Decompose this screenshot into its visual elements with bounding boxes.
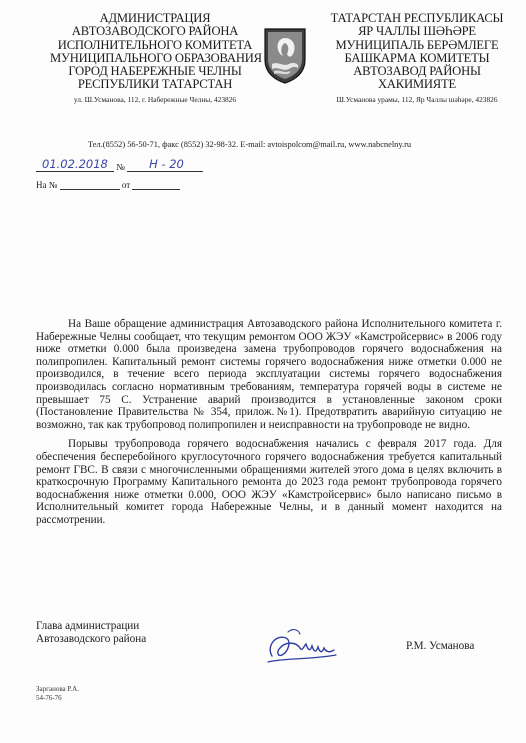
date-field bbox=[36, 157, 114, 172]
header-left bbox=[50, 12, 260, 105]
header-left-address: ул. Ш.Усманова, 112, г. Набережные Челны, 423826 bbox=[73, 94, 237, 104]
letter-body bbox=[36, 318, 502, 534]
handwritten-date: 01.02.2018 bbox=[42, 157, 108, 171]
reference-date-field bbox=[132, 178, 180, 190]
header-right-line: МУНИЦИПАЛЬ БЕРӘМЛЕГЕ bbox=[335, 37, 499, 52]
handwritten-signature bbox=[262, 622, 342, 674]
header-left-line: ИСПОЛНИТЕЛЬНОГО КОМИТЕТА bbox=[57, 37, 253, 52]
reference-label: На № bbox=[36, 180, 58, 190]
number-label: № bbox=[116, 162, 125, 172]
body-paragraph: Порывы трубопровода горячего водоснабжения начались с февраля 2017 года. Для обеспечения бесперебойного круглосуточного горячего водоснабжения требуется капитальный ремонт ГВС. В связи с многочисленными обращениями жителей этого дома в целях включить в краткосрочную Программу Капитального ремонта до 2023 года ремонт трубопровода горячего водоснабжения ниже отметки 0.000, ООО ЖЭУ «Камстройсервис» было написано письмо в Исполнительный комитет города Набережные Челны, и в данный момент находится на рассмотрении. bbox=[36, 438, 502, 526]
executor-name: Зарганова Р.А. bbox=[36, 685, 79, 693]
signatory-title-line: Автозаводского района bbox=[36, 633, 147, 646]
reference-line bbox=[36, 178, 180, 190]
header-left-line: АДМИНИСТРАЦИЯ bbox=[99, 11, 211, 25]
header-left-line: МУНИЦИПАЛЬНОГО ОБРАЗОВАНИЯ bbox=[50, 50, 262, 65]
registration-line bbox=[36, 157, 203, 172]
signatory-name: Р.М. Усманова bbox=[406, 640, 475, 652]
reference-number-field bbox=[60, 178, 120, 190]
executor-phone: 54-76-76 bbox=[36, 694, 62, 702]
header-right-line: ХАКИМИЯТЕ bbox=[378, 77, 456, 92]
header-right-line: БАШКАРМА КОМИТЕТЫ bbox=[344, 50, 490, 65]
header-left-line: РЕСПУБЛИКИ ТАТАРСТАН bbox=[77, 77, 233, 92]
number-field bbox=[127, 157, 203, 172]
header-right-line: ТАТАРСТАН РЕСПУБЛИКАСЫ bbox=[330, 11, 504, 25]
handwritten-number: Н - 20 bbox=[149, 157, 184, 171]
executor-info bbox=[36, 685, 79, 703]
signatory-title bbox=[36, 620, 146, 647]
header-left-line: ГОРОД НАБЕРЕЖНЫЕ ЧЕЛНЫ bbox=[68, 64, 242, 79]
contact-line: Тел.(8552) 56-50-71, факс (8552) 32-98-32. E-mail: avtoispolcom@mail.ru, www.nabcnelny.ru bbox=[88, 140, 412, 149]
signatory-title-line: Глава администрации bbox=[36, 620, 140, 632]
header-right-line: ЯР ЧАЛЛЫ ШӘҺӘРЕ bbox=[358, 24, 476, 39]
body-paragraph: На Ваше обращение администрация Автозаводского района Исполнительного комитета г. Набережные Челны сообщает, что текущим ремонтом ООО ЖЭУ «Камстройсервис» в 2006 году ниже отметки 0.000 была произведена замена трубопроводов горячего водоснабжения на полипропилен. Капитальный ремонт системы горячего водоснабжения ниже отметки 0.000 не производился, в течение всего периода эксплуатации системы горячего водоснабжения производилась согласно нормативным требованиям, температура горячей воды в системе не превышает 75 С. Устранение аварий производится в установленные законом сроки (Постановление Правительства № 354, прилож.№1). Предотвратить аварийную ситуацию не возможно, так как трубопровод полипропилен и неисправности на трубопроводе не видно. bbox=[36, 318, 502, 431]
header-right-address: Ш.Усманова урамы, 112, Яр Чаллы шәһәре, 423826 bbox=[336, 94, 498, 104]
city-emblem-icon bbox=[262, 26, 308, 84]
header-right-line: АВТОЗАВОД РАЙОНЫ bbox=[353, 64, 481, 79]
header-right bbox=[316, 12, 518, 105]
reference-from-label: от bbox=[121, 180, 131, 190]
header-left-line: АВТОЗАВОДСКОГО РАЙОНА bbox=[71, 24, 239, 39]
